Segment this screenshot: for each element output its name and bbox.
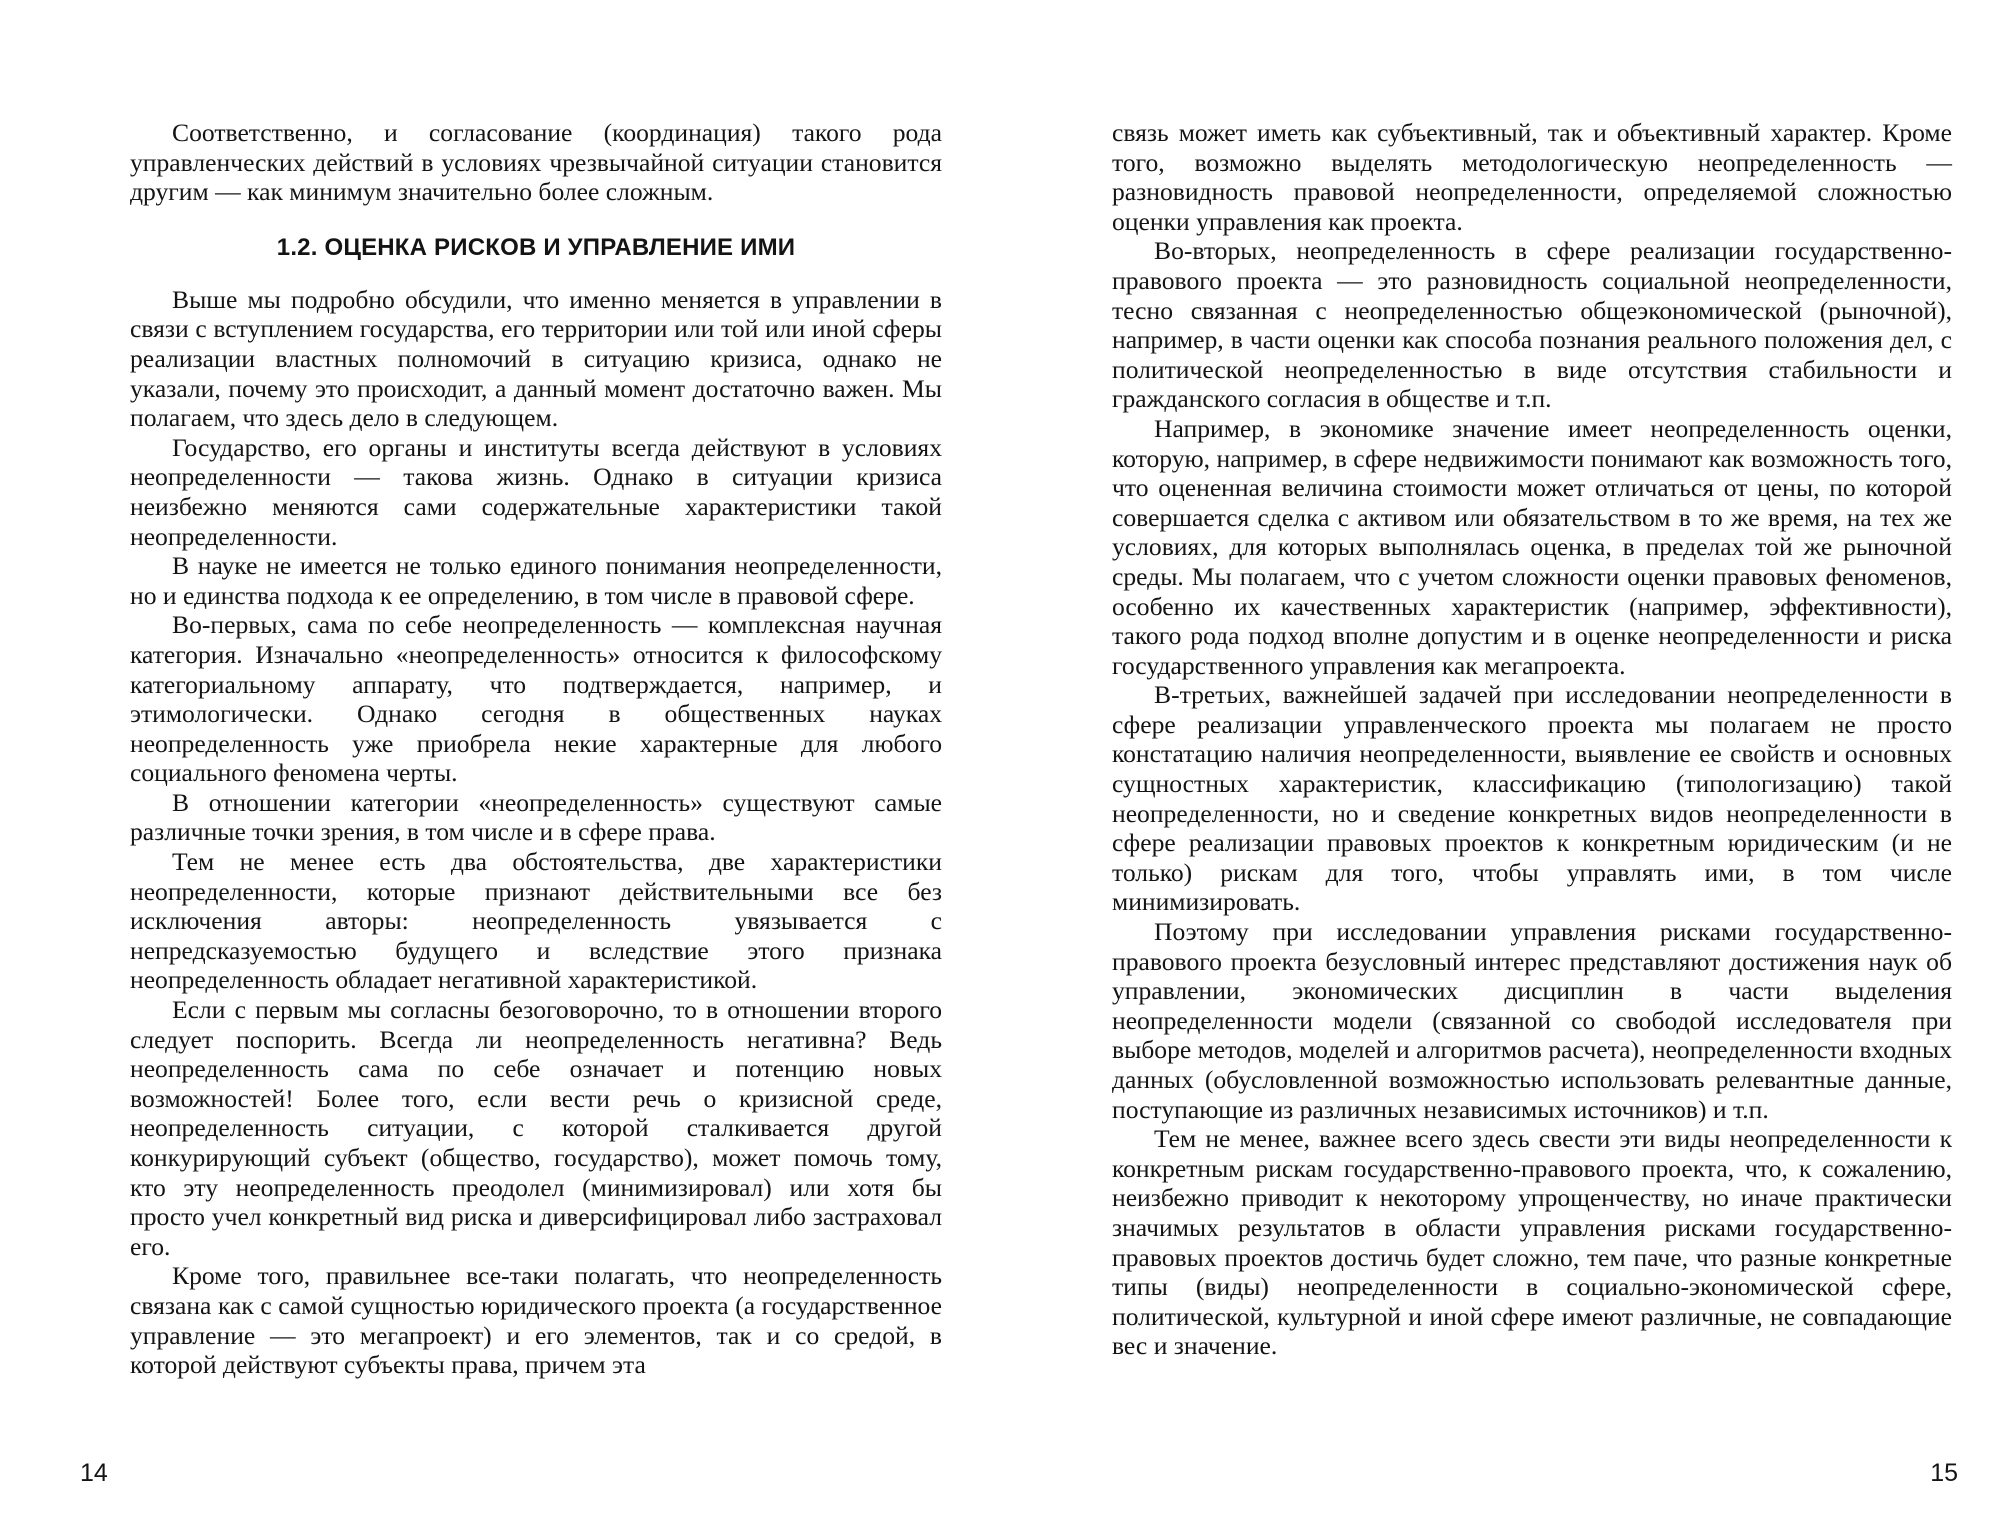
paragraph: Во-первых, сама по себе неопределенность — комплексная научная категория. Изначально «неопределенность» относится к философскому категориальному аппарату, что подтверждается, например, и этимологически. Однако сегодня в общественных науках неопределенность уже приобрела некие характерные для любого социального феномена черты. [130, 610, 942, 788]
paragraph: Кроме того, правильнее все-таки полагать, что неопределенность связана как с самой сущностью юридического проекта (а государственное управление — это мегапроект) и его элементов, так и со средой, в которой действуют субъекты права, причем эта [130, 1261, 942, 1380]
paragraph: Если с первым мы согласны безоговорочно, то в отношении второго следует поспорить. Всегда ли неопределенность негативна? Ведь неопределенность сама по себе означает и потенцию новых возможностей! Более того, если вести речь о кризисной среде, неопределенность ситуации, с которой сталкивается другой конкурирующий субъект (общество, государство), может помочь тому, кто эту неопределенность преодолел (минимизировал) или хотя бы просто учел конкретный вид риска и диверсифицировал либо застраховал его. [130, 995, 942, 1261]
paragraph: Поэтому при исследовании управления рисками государственно-правового проекта безусловный интерес представляют достижения наук об управлении, экономических дисциплин в части выделения неопределенности модели (связанной со свободой исследователя при выборе методов, моделей и алгоритмов расчета), неопределенности входных данных (обусловленной возможностью использовать релевантные данные, поступающие из различных независимых источников) и т.п. [1112, 917, 1952, 1124]
paragraph: Выше мы подробно обсудили, что именно меняется в управлении в связи с вступлением государства, его территории или той или иной сферы реализации властных полномочий в ситуацию кризиса, однако не указали, почему это происходит, а данный момент достаточно важен. Мы полагаем, что здесь дело в следующем. [130, 284, 942, 433]
paragraph: Во-вторых, неопределенность в сфере реализации государственно-правового проекта — это разновидность социальной неопределенности, тесно связанная с неопределенностью общеэкономической (рыночной), например, в части оценки как способа познания реального положения дел, с политической неопределенностью в виде отсутствия стабильности и гражданского согласия в обществе и т.п. [1112, 236, 1952, 414]
paragraph: Тем не менее есть два обстоятельства, две характеристики неопределенности, которые признают действительными все без исключения авторы: неопределенность увязывается с непредсказуемостью будущего и вследствие этого признака неопределенность обладает негативной характеристикой. [130, 847, 942, 995]
paragraph: В-третьих, важнейшей задачей при исследовании неопределенности в сфере реализации управленческого проекта мы полагаем не просто констатацию наличия неопределенности, выявление ее свойств и основных сущностных характеристик, классификацию (типологизацию) такой неопределенности, но и сведение конкретных видов неопределенности в сфере реализации правовых проектов к конкретным юридическим (и не только) рискам для того, чтобы управлять ими, в том числе минимизировать. [1112, 680, 1952, 917]
intro-paragraph: Соответственно, и согласование (координация) такого рода управленческих действий в условиях чрезвычайной ситуации становится другим — как минимум значительно более сложным. [130, 118, 942, 207]
section-heading: 1.2. ОЦЕНКА РИСКОВ И УПРАВЛЕНИЕ ИМИ [276, 233, 796, 261]
right-page [1000, 0, 2000, 1540]
continuation-paragraph: связь может иметь как субъективный, так и объективный характер. Кроме того, возможно выделять методологическую неопределенность — разновидность правовой неопределенности, определяемой сложностью оценки управления как проекта. [1112, 118, 1952, 236]
right-text-column [1112, 118, 1952, 1361]
left-text-column [130, 118, 942, 1380]
paragraph: В науке не имеется не только единого понимания неопределенности, но и единства подхода к ее определению, в том числе в правовой сфере. [130, 551, 942, 610]
paragraph: Например, в экономике значение имеет неопределенность оценки, которую, например, в сфере недвижимости понимают как возможность того, что оцененная величина стоимости может отличаться от цены, по которой совершается сделка с активом или обязательством в то же время, на тех же условиях, для которых выполнялась оценка, в пределах той же рыночной среды. Мы полагаем, что с учетом сложности оценки правовых феноменов, особенно их качественных характеристик (например, эффективности), такого рода подход вполне допустим и в оценке неопределенности и риска государственного управления как мегапроекта. [1112, 413, 1952, 680]
page-number: 14 [80, 1459, 108, 1487]
paragraph: В отношении категории «неопределенность» существуют самые различные точки зрения, в том числе и в сфере права. [130, 787, 942, 847]
page-number: 15 [1930, 1459, 1958, 1487]
paragraph: Тем не менее, важнее всего здесь свести эти виды неопределенности к конкретным рискам государственно-правового проекта, что, к сожалению, неизбежно приводит к некоторому упрощенчеству, но иначе практически значимых результатов в области управления рисками государственно-правовых проектов достичь будет сложно, тем паче, что разные конкретные типы (виды) неопределенности в социально-экономической сфере, политической, культурной и иной сфере имеют различные, не совпадающие вес и значение. [1112, 1124, 1952, 1361]
paragraph: Государство, его органы и институты всегда действуют в условиях неопределенности — такова жизнь. Однако в ситуации кризиса неизбежно меняются сами содержательные характеристики такой неопределенности. [130, 432, 942, 551]
